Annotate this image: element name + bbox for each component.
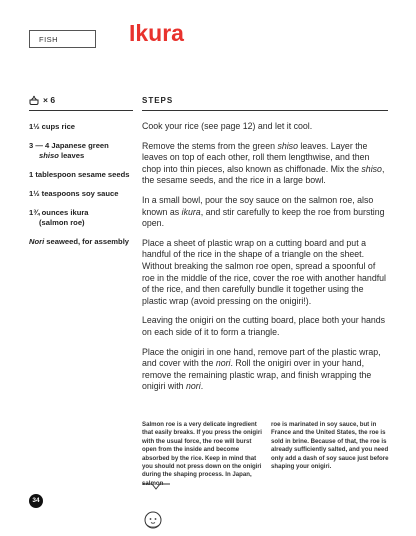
ingredient-item: 1¾ ounces ikura (salmon roe) [29,208,89,227]
recipe-title: Ikura [129,20,184,46]
step-2: Remove the stems from the green shiso leaves. Layer the leaves on top of each other, roll them lengthwise, and then chop into thin pieces, also known as chiffonade. Mix the shiso, the sesame seeds, and the rice in a large bowl. [142,140,385,186]
ingredient-item: 1½ cups rice [29,122,76,131]
steps-text [142,121,388,401]
page-number: 34 [29,494,43,508]
servings [29,95,55,105]
pot-icon [29,95,39,105]
step-5: Leaving the onigiri on the cutting board, place both your hands on each side of it to form a triangle. [142,315,386,337]
ingredient-item: 1 tablespoon sesame seeds [29,170,130,179]
note-left-column: Salmon roe is a very delicate ingredient that easily breaks. If you press the onigiri with the usual force, the roe will burst open from the inside and become absorbed by the rice. Keep in mind that you should not press down on the onigiri during the shaping process. In Japan, salmon [142,421,262,487]
servings-count: × 6 [43,95,56,105]
step-4: Place a sheet of plastic wrap on a cutting board and put a handful of the rice in the shape of a triangle on the sheet. Without breaking the salmon roe open, spread a spoonful of roe in the middle of the rice, cover the roe with another handful of the rice, and then carefully bundle it together using the plastic wrap (avoid pressing on the onigiri!). [142,237,387,306]
ingredient-item: 3 — 4 Japanese green shiso leaves [29,141,109,160]
step-3: In a small bowl, pour the soy sauce on the salmon roe, also known as ikura, and stir carefully to keep the roe from bursting open. [142,194,385,229]
steps-rule [142,110,388,111]
category-label: FISH [29,30,96,48]
note-right-column: roe is marinated in soy sauce, but in France and the United States, the roe is sold in brine. Because of that, the roe is already sufficiently salted, and you need only add a dash of soy sauce just before shaping your onigiri. [271,421,389,471]
onigiri-face-icon [142,482,182,532]
step-6: Place the onigiri in one hand, remove part of the plastic wrap, and cover with the nori. Roll the onigiri over in your hand, remove the remaining plastic wrap, and finish wrapping the onigiri with nori. [142,346,381,392]
ingredient-item: Nori seaweed, for assembly [29,237,130,246]
ingredient-item: 1½ teaspoons soy sauce [29,189,119,198]
steps-heading: STEPS [142,96,174,105]
ingredients-list [29,122,133,256]
ingredients-rule [29,110,133,111]
step-1: Cook your rice (see page 12) and let it cool. [142,121,313,131]
